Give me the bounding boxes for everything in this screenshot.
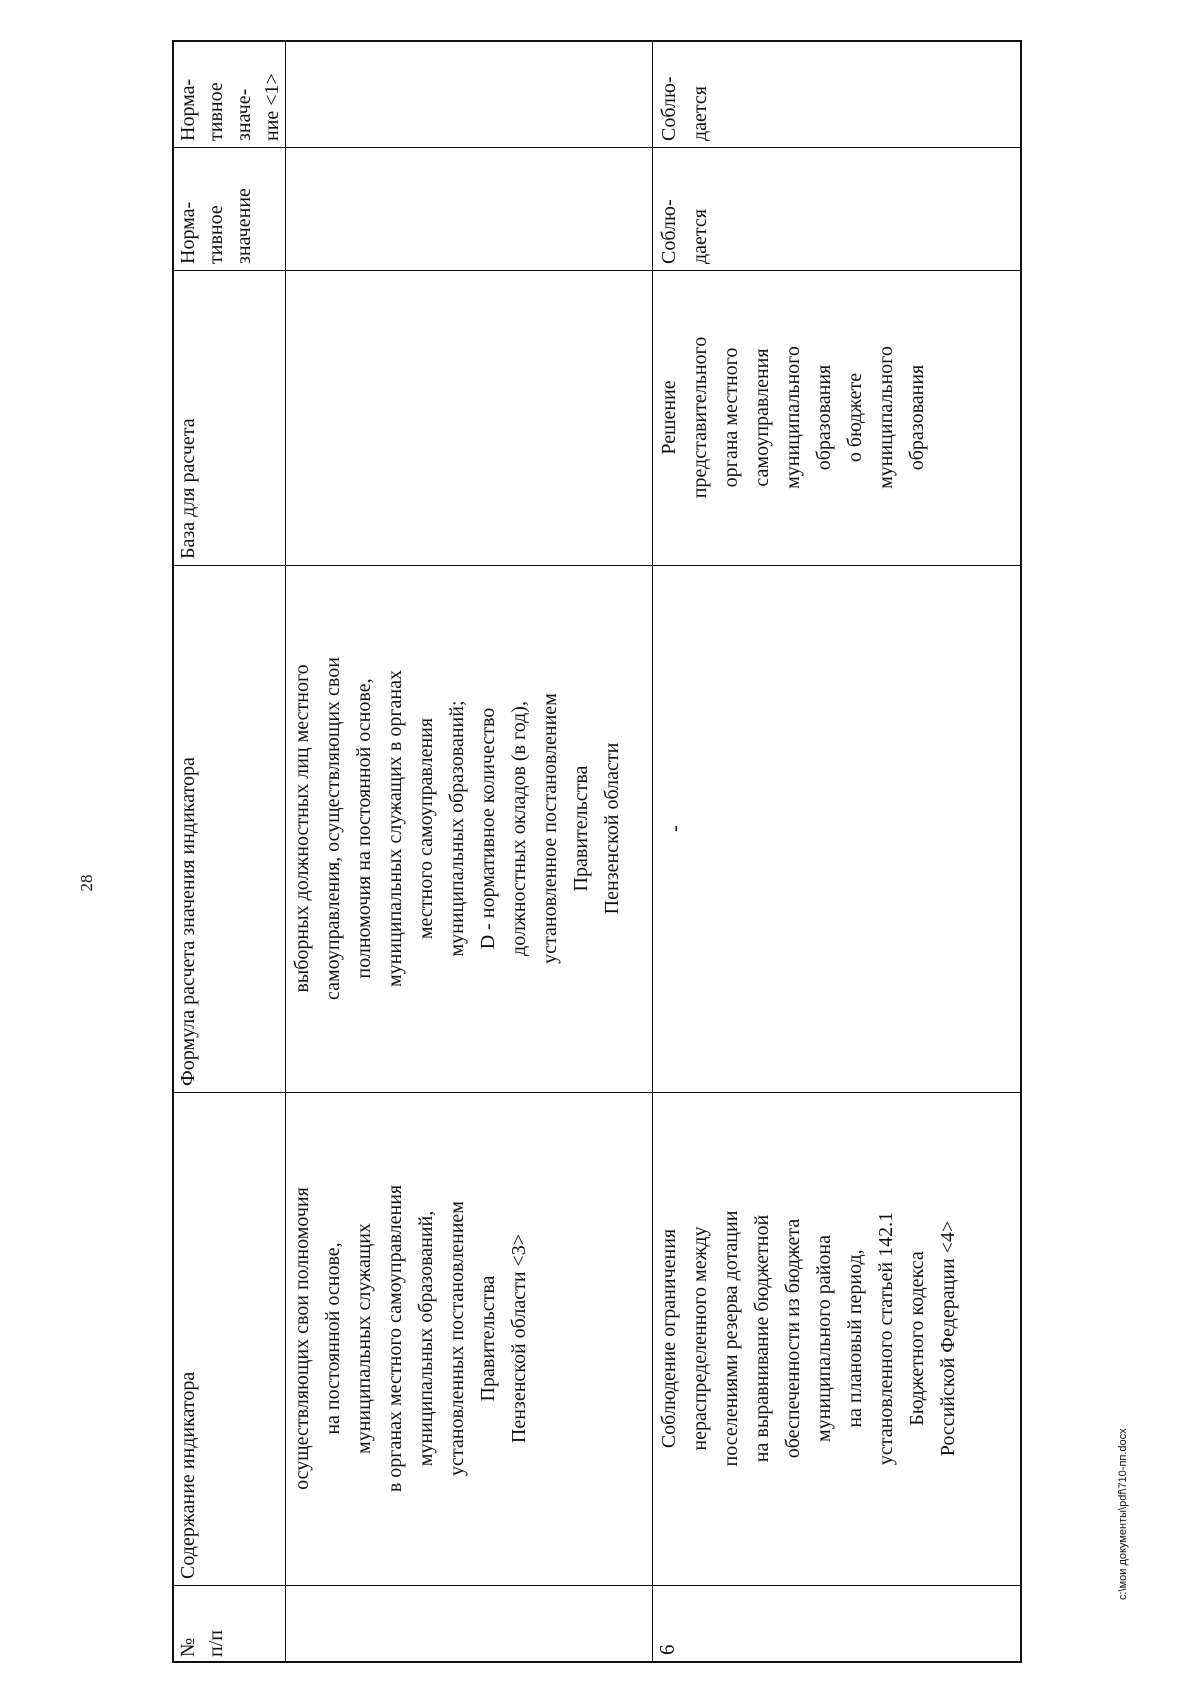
header-norm1: Норма- тивное значение [177, 188, 255, 264]
header-norm1-cell [172, 147, 285, 270]
row6-norm1: Соблю- дается [658, 199, 711, 264]
row6-base-cell [652, 270, 1020, 565]
row1-content-cell [285, 1092, 652, 1585]
header-base-cell [172, 270, 285, 565]
row6-num-cell [652, 1585, 1020, 1661]
row6-norm2: Соблю- дается [658, 76, 711, 141]
row6-base: Решение представительного органа местного самоуправления муниципального образования о бюджете муниципального образования [658, 336, 928, 499]
header-norm2: Норма- тивное значе- ние <1> [177, 73, 283, 141]
row1-formula: выборных должностных лиц местного самоуправления, осуществляющих свои полномочия на постоянной основе, муниципальных служащих в органах местного самоуправления муниципальных образований; D - нормативное количество должностных окладов (в год), установленное постановлением Правительства Пензенской области [291, 657, 623, 1000]
header-base: База для расчета [177, 418, 199, 559]
header-norm2-cell [172, 40, 285, 147]
row6-num: 6 [655, 1644, 679, 1655]
row1-formula-cell [285, 565, 652, 1092]
header-formula: Формула расчета значения индикатора [177, 757, 199, 1086]
header-formula-cell [172, 565, 285, 1092]
page-number: 28 [77, 874, 96, 892]
row6-norm2-cell [652, 40, 1020, 147]
row1-content: осуществляющих свои полномочия на постоянной основе, муниципальных служащих в органах местного самоуправления муниципальных образований, установленных постановлением Правительства Пензенской области <3> [291, 1184, 530, 1493]
header-num-cell [172, 1585, 285, 1663]
row6-content: Соблюдение ограничения нераспределенного между поселениями резерва дотации на выравнивание бюджетной обеспеченности из бюджета муниципального района на плановый период, установленного статьей 142.1 Бюджетного кодекса Российской Федерации <4> [658, 1210, 959, 1467]
document-table [172, 40, 1022, 1663]
table-border-right [1020, 40, 1022, 1663]
header-content: Содержание индикатора [177, 1371, 199, 1579]
header-num: № п/п [177, 1630, 227, 1657]
row6-formula-cell [652, 565, 1020, 1092]
row6-content-cell [652, 1092, 1020, 1585]
footer-file-path: c:\мои документы\pdf\710-пп.docx [1117, 1428, 1129, 1600]
table-border-bottom [172, 1661, 1022, 1663]
row6-norm1-cell [652, 147, 1020, 270]
row6-formula: - [664, 825, 686, 832]
header-content-cell [172, 1092, 285, 1585]
